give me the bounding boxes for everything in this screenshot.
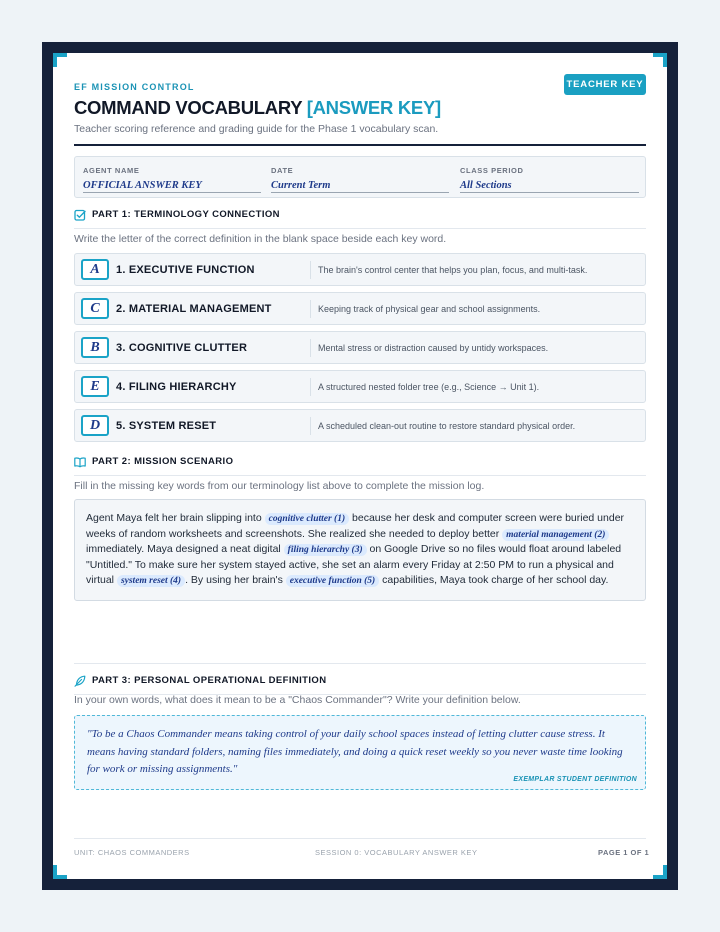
part1-title: PART 1: TERMINOLOGY CONNECTION (92, 209, 280, 220)
term-definition: A scheduled clean-out routine to restore standard physical order. (318, 421, 576, 431)
answer-letter-box: B (81, 337, 109, 358)
answer-fill: executive function (5) (286, 575, 379, 587)
open-book-icon (74, 456, 86, 468)
scenario-text: on Google Drive so no files would float around labeled "Untitled." To make sure her system stayed active, she set an alarm every Friday at 2:50 PM to run a physical and virtual (86, 543, 622, 587)
term-definition: Keeping track of physical gear and school assignments. (318, 304, 541, 314)
answer-fill: filing hierarchy (3) (284, 544, 367, 556)
term-row (74, 409, 646, 442)
term-row (74, 253, 646, 286)
term-word: 3. COGNITIVE CLUTTER (116, 342, 248, 354)
answer-letter-box: A (81, 259, 109, 280)
term-row (74, 292, 646, 325)
answer-letter-box: E (81, 376, 109, 397)
part3-title: PART 3: PERSONAL OPERATIONAL DEFINITION (92, 675, 327, 686)
date-field (271, 166, 449, 193)
exemplar-tag: EXEMPLAR STUDENT DEFINITION (513, 776, 637, 783)
footer-session: SESSION 0: VOCABULARY ANSWER KEY (315, 848, 478, 857)
answer-letter-box: D (81, 415, 109, 436)
section-divider (74, 663, 646, 664)
feather-pen-icon (74, 675, 86, 687)
term-definition: The brain's control center that helps you plan, focus, and multi-task. (318, 265, 588, 275)
answer-fill: cognitive clutter (1) (265, 513, 350, 525)
term-word: 1. EXECUTIVE FUNCTION (116, 264, 255, 276)
corner-accent (653, 53, 667, 67)
term-definition: A structured nested folder tree (e.g., Science → Unit 1). (318, 382, 540, 392)
mission-scenario-text (74, 499, 646, 601)
part1-heading (74, 209, 646, 229)
agent-name-field (83, 166, 261, 193)
header-divider (74, 144, 646, 146)
footer-page-number: PAGE 1 OF 1 (598, 848, 650, 857)
footer-divider (74, 838, 646, 839)
part2-title: PART 2: MISSION SCENARIO (92, 456, 234, 467)
footer-unit: UNIT: CHAOS COMMANDERS (74, 848, 190, 857)
term-word: 5. SYSTEM RESET (116, 420, 217, 432)
title-accent: [ANSWER KEY] (306, 97, 441, 118)
row-divider (310, 300, 311, 318)
scenario-text: Agent Maya felt her brain slipping into (86, 512, 265, 524)
term-definition: Mental stress or distraction caused by untidy workspaces. (318, 343, 549, 353)
class-period-label: CLASS PERIOD (460, 166, 524, 175)
row-divider (310, 378, 311, 396)
term-row (74, 370, 646, 403)
term-row (74, 331, 646, 364)
answer-letter-box: C (81, 298, 109, 319)
term-word: 2. MATERIAL MANAGEMENT (116, 303, 272, 315)
corner-accent (53, 865, 67, 879)
corner-accent (653, 865, 667, 879)
page-title (74, 97, 646, 119)
row-divider (310, 261, 311, 279)
part3-instruction: In your own words, what does it mean to be a "Chaos Commander"? Write your definition below. (74, 694, 521, 706)
agent-info-panel (74, 156, 646, 198)
part3-heading (74, 675, 646, 695)
title-main: COMMAND VOCABULARY (74, 97, 302, 118)
corner-accent (53, 53, 67, 67)
agent-name-value: OFFICIAL ANSWER KEY (83, 180, 261, 193)
part2-instruction: Fill in the missing key words from our terminology list above to complete the mission log. (74, 480, 485, 492)
date-value: Current Term (271, 180, 449, 193)
class-period-value: All Sections (460, 180, 639, 193)
part1-instruction: Write the letter of the correct definition in the blank space beside each key word. (74, 233, 447, 245)
row-divider (310, 339, 311, 357)
class-period-field (460, 166, 639, 193)
definition-answer-box (74, 715, 646, 790)
scenario-text: capabilities, Maya took charge of her school day. (379, 574, 609, 587)
answer-fill: material management (2) (502, 529, 609, 541)
scenario-text: . By using her brain's (185, 574, 286, 587)
eyebrow-label: EF MISSION CONTROL (74, 82, 195, 92)
part2-heading (74, 456, 646, 476)
scenario-text: immediately. Maya designed a neat digital (86, 543, 284, 556)
checkbox-check-icon (74, 209, 86, 221)
date-label: DATE (271, 166, 294, 175)
teacher-key-badge: TEACHER KEY (564, 74, 646, 95)
agent-name-label: AGENT NAME (83, 166, 140, 175)
term-word: 4. FILING HIERARCHY (116, 381, 237, 393)
scenario-text: because her desk and computer screen were buried under weeks of random worksheets and screenshots. She realized she needed to deploy better (86, 512, 625, 540)
answer-fill: system reset (4) (117, 575, 185, 587)
page-subtitle: Teacher scoring reference and grading guide for the Phase 1 vocabulary scan. (74, 123, 439, 135)
definition-answer-text: "To be a Chaos Commander means taking control of your daily school spaces instead of letting clutter cause stress. It means having standard folders, naming files immediately, and doing a quick reset weekly so you never waste time looking for work or missing assignments." (87, 728, 623, 775)
row-divider (310, 417, 311, 435)
